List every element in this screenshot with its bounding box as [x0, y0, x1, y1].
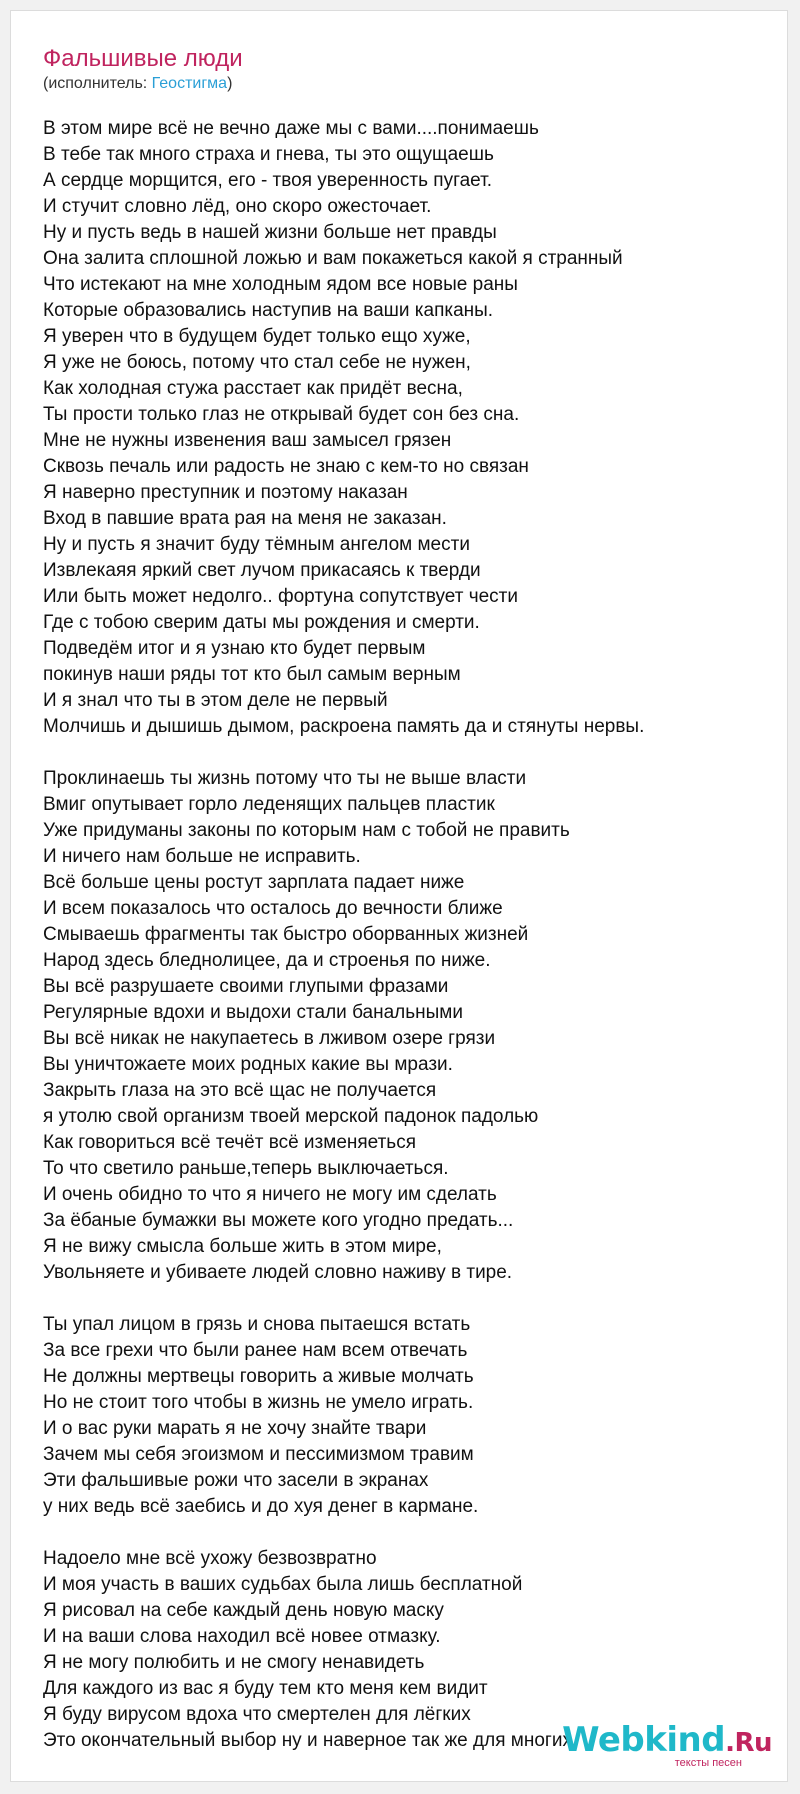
lyric-line: Что истекают на мне холодным ядом все новые раны	[43, 274, 518, 295]
lyric-line: И я знал что ты в этом деле не первый	[43, 690, 388, 711]
lyrics-body	[43, 116, 773, 1780]
lyric-line: И всем показалось что осталось до вечности ближе	[43, 898, 503, 919]
lyric-line: Это окончательный выбор ну и наверное так же для многих.	[43, 1730, 578, 1751]
performer-suffix: )	[227, 75, 233, 92]
lyric-line: Для каждого из вас я буду тем кто меня кем видит	[43, 1678, 488, 1699]
lyrics-stanza	[43, 1312, 773, 1520]
lyric-line: Уже придуманы законы по которым нам с тобой не править	[43, 820, 570, 841]
lyric-line: Подведём итог и я узнаю кто будет первым	[43, 638, 426, 659]
performer-line	[43, 74, 232, 94]
lyric-line: И на ваши слова находил всё новее отмазку.	[43, 1626, 441, 1647]
lyric-line: В тебе так много страха и гнева, ты это ощущаешь	[43, 144, 494, 165]
lyric-line: За все грехи что были ранее нам всем отвечать	[43, 1340, 468, 1361]
lyric-line: Я уже не боюсь, потому что стал себе не нужен,	[43, 352, 471, 373]
lyric-line: Молчишь и дышишь дымом, раскроена память да и стянуты нервы.	[43, 716, 645, 737]
lyric-line: Регулярные вдохи и выдохи стали банальными	[43, 1002, 463, 1023]
lyric-line: Надоело мне всё ухожу безвозвратно	[43, 1548, 377, 1569]
lyric-line: Или быть может недолго.. фортуна сопутствует чести	[43, 586, 518, 607]
lyric-line: Но не стоит того чтобы в жизнь не умело играть.	[43, 1392, 474, 1413]
lyrics-stanza	[43, 766, 773, 1286]
lyric-line: Вы уничтожаете моих родных какие вы мрази.	[43, 1054, 453, 1075]
lyric-line: Всё больше цены ростут зарплата падает ниже	[43, 872, 465, 893]
lyric-line: Она залита сплошной ложью и вам покажеться какой я странный	[43, 248, 623, 269]
lyric-line: Смываешь фрагменты так быстро оборванных жизней	[43, 924, 529, 945]
lyric-line: Извлекаяя яркий свет лучом прикасаясь к тверди	[43, 560, 481, 581]
lyric-line: я утолю свой организм твоей мерской падонок падолью	[43, 1106, 539, 1127]
lyric-line: Мне не нужны извенения ваш замысел грязен	[43, 430, 452, 451]
lyric-line: Я буду вирусом вдоха что смертелен для лёгких	[43, 1704, 471, 1725]
lyric-line: Вы всё никак не накупаетесь в лживом озере грязи	[43, 1028, 496, 1049]
lyric-line: Которые образовались наступив на ваши капканы.	[43, 300, 494, 321]
lyric-line: А сердце морщится, его - твоя уверенность пугает.	[43, 170, 492, 191]
lyric-line: Я рисовал на себе каждый день новую маску	[43, 1600, 444, 1621]
lyric-line: у них ведь всё заебись и до хуя денег в кармане.	[43, 1496, 479, 1517]
lyric-line: И ничего нам больше не исправить.	[43, 846, 361, 867]
lyric-line: Закрыть глаза на это всё щас не получается	[43, 1080, 437, 1101]
lyric-line: То что светило раньше,теперь выключаеться.	[43, 1158, 449, 1179]
page-card	[10, 10, 788, 1782]
logo-wordmark: Webkind	[562, 1720, 726, 1760]
site-logo[interactable]	[562, 1720, 772, 1769]
lyric-line: Вы всё разрушаете своими глупыми фразами	[43, 976, 449, 997]
lyric-line: Вмиг опутывает горло леденящих пальцев пластик	[43, 794, 495, 815]
lyric-line: Сквозь печаль или радость не знаю с кем-то но связан	[43, 456, 529, 477]
lyrics-stanza	[43, 116, 773, 740]
song-title: Фальшивые люди	[43, 45, 243, 72]
lyric-line: Народ здесь бледнолицее, да и строенья по ниже.	[43, 950, 491, 971]
lyric-line: И стучит словно лёд, оно скоро ожесточает.	[43, 196, 432, 217]
lyric-line: И моя участь в ваших судьбах была лишь бесплатной	[43, 1574, 523, 1595]
lyric-line: И о вас руки марать я не хочу знайте твари	[43, 1418, 427, 1439]
lyric-line: Проклинаешь ты жизнь потому что ты не выше власти	[43, 768, 527, 789]
lyric-line: Как говориться всё течёт всё изменяеться	[43, 1132, 416, 1153]
lyric-line: Зачем мы себя эгоизмом и пессимизмом травим	[43, 1444, 474, 1465]
lyric-line: Ты упал лицом в грязь и снова пытаешся встать	[43, 1314, 471, 1335]
lyric-line: Эти фальшивые рожи что засели в экранах	[43, 1470, 429, 1491]
performer-link[interactable]: Геостигма	[151, 75, 228, 92]
lyric-line: Как холодная стужа расстает как придёт весна,	[43, 378, 463, 399]
lyric-line: В этом мире всё не вечно даже мы с вами....понимаешь	[43, 118, 539, 139]
lyric-line: Где с тобою сверим даты мы рождения и смерти.	[43, 612, 480, 633]
lyric-line: Я не могу полюбить и не смогу ненавидеть	[43, 1652, 425, 1673]
logo-tagline: тексты песен	[674, 1757, 742, 1769]
performer-prefix: (исполнитель:	[43, 75, 152, 92]
lyric-line: За ёбаные бумажки вы можете кого угодно предать...	[43, 1210, 514, 1231]
lyric-line: Я наверно преступник и поэтому наказан	[43, 482, 408, 503]
lyric-line: И очень обидно то что я ничего не могу им сделать	[43, 1184, 497, 1205]
logo-domain-suffix: .Ru	[725, 1728, 772, 1758]
lyric-line: Вход в павшие врата рая на меня не заказан.	[43, 508, 447, 529]
lyric-line: покинув наши ряды тот кто был самым верным	[43, 664, 461, 685]
lyric-line: Я не вижу смысла больше жить в этом мире,	[43, 1236, 442, 1257]
lyric-line: Я уверен что в будущем будет только ещо хуже,	[43, 326, 471, 347]
lyric-line: Не должны мертвецы говорить а живые молчать	[43, 1366, 474, 1387]
lyric-line: Увольняете и убиваете людей словно наживу в тире.	[43, 1262, 513, 1283]
lyric-line: Ну и пусть я значит буду тёмным ангелом мести	[43, 534, 470, 555]
lyric-line: Ты прости только глаз не открывай будет сон без сна.	[43, 404, 520, 425]
lyric-line: Ну и пусть ведь в нашей жизни больше нет правды	[43, 222, 497, 243]
